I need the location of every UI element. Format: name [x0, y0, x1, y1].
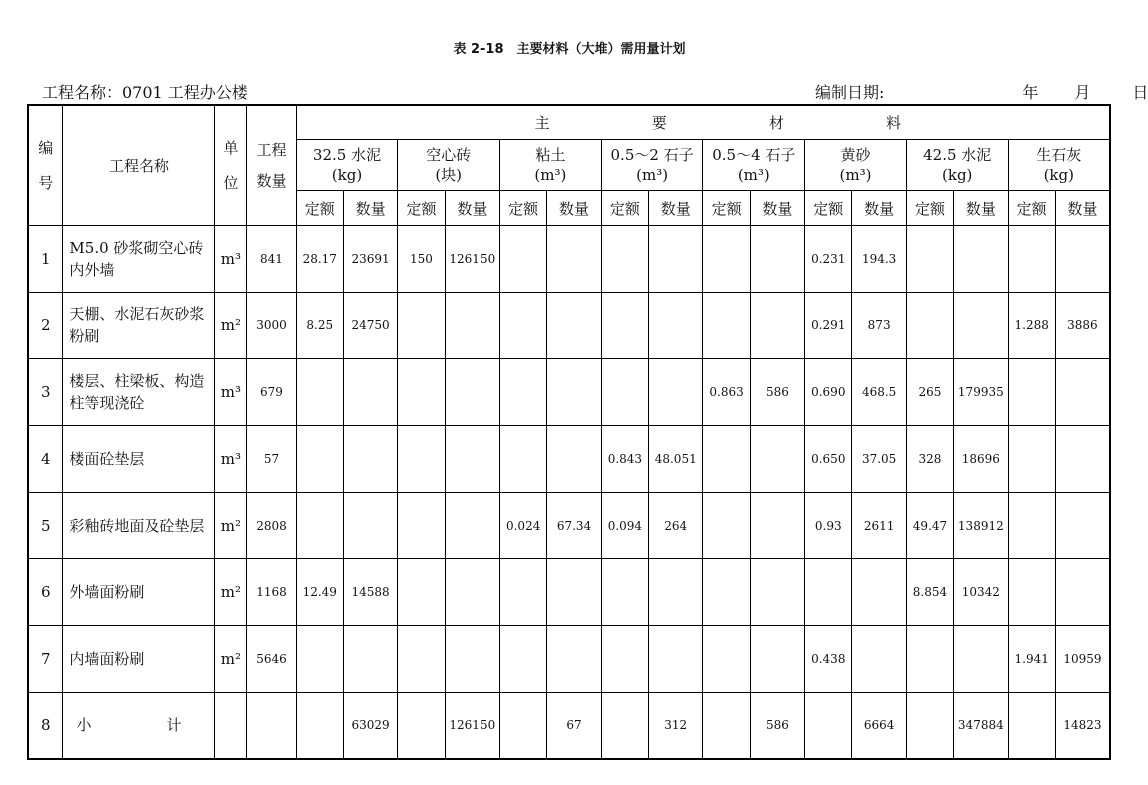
cell-amount [445, 359, 499, 426]
cell-amount: 37.05 [852, 425, 906, 492]
cell-amount [750, 425, 804, 492]
cell-amount [649, 292, 703, 359]
cell-quota [500, 292, 547, 359]
material-name: 0.5～4 石子 [712, 146, 796, 165]
material-name: 生石灰 [1036, 146, 1082, 165]
cell-amount: 138912 [954, 492, 1008, 559]
cell-amount: 586 [750, 692, 804, 759]
cell-amount [445, 626, 499, 693]
cell-quota [703, 626, 750, 693]
row-number: 4 [28, 425, 63, 492]
cell-amount: 14588 [343, 559, 397, 626]
material-header [805, 140, 907, 191]
table-title: 表 2-18 主要材料（大堆）需用量计划 [453, 42, 686, 57]
cell-quota [906, 692, 953, 759]
row-project-name: 楼层、柱梁板、构造柱等现浇砼 [63, 359, 215, 426]
cell-quota [703, 225, 750, 292]
material-header [296, 140, 398, 191]
cell-amount [343, 626, 397, 693]
row-number: 6 [28, 559, 63, 626]
cell-amount [852, 559, 906, 626]
material-unit: (块) [435, 166, 463, 185]
table-row [28, 692, 1110, 759]
cell-quota [296, 425, 343, 492]
cell-quota [1008, 359, 1055, 426]
cell-quota [703, 425, 750, 492]
row-unit: m³ [215, 225, 247, 292]
table-row [28, 492, 1110, 559]
cell-amount [445, 292, 499, 359]
cell-quota [398, 292, 445, 359]
row-project-name: 小 计 [63, 692, 215, 759]
cell-quota [1008, 225, 1055, 292]
header-qty [247, 105, 296, 225]
material-name: 空心砖 [426, 146, 472, 165]
cell-quota: 328 [906, 425, 953, 492]
cell-amount [547, 626, 601, 693]
cell-amount [649, 626, 703, 693]
row-number: 1 [28, 225, 63, 292]
material-name: 42.5 水泥 [923, 146, 992, 165]
cell-quota: 0.843 [601, 425, 648, 492]
cell-amount: 67.34 [547, 492, 601, 559]
cell-quota [703, 692, 750, 759]
cell-amount [852, 626, 906, 693]
cell-quota: 0.094 [601, 492, 648, 559]
cell-amount: 468.5 [852, 359, 906, 426]
cell-quota: 49.47 [906, 492, 953, 559]
cell-quota [296, 359, 343, 426]
cell-quota [398, 492, 445, 559]
cell-quota: 12.49 [296, 559, 343, 626]
material-header [500, 140, 602, 191]
table-row [28, 292, 1110, 359]
row-quantity: 1168 [247, 559, 296, 626]
cell-amount [445, 559, 499, 626]
cell-quota [1008, 692, 1055, 759]
amount-header: 数量 [750, 191, 804, 225]
row-project-name: 外墙面粉刷 [63, 559, 215, 626]
quota-header: 定额 [601, 191, 648, 225]
cell-amount [1055, 359, 1110, 426]
row-number: 7 [28, 626, 63, 693]
cell-amount: 67 [547, 692, 601, 759]
quota-header: 定额 [805, 191, 852, 225]
cell-quota [906, 292, 953, 359]
cell-quota: 8.854 [906, 559, 953, 626]
date-label: 编制日期: [815, 83, 885, 102]
cell-quota [703, 292, 750, 359]
cell-quota [601, 225, 648, 292]
table-row [28, 359, 1110, 426]
cell-quota [601, 292, 648, 359]
material-name: 0.5～2 石子 [610, 146, 694, 165]
cell-quota [601, 559, 648, 626]
cell-quota [296, 492, 343, 559]
quota-header: 定额 [906, 191, 953, 225]
cell-amount [750, 559, 804, 626]
header-no-top: 编 [38, 139, 54, 158]
cell-amount: 24750 [343, 292, 397, 359]
quota-header: 定额 [1008, 191, 1055, 225]
cell-amount [1055, 492, 1110, 559]
material-unit: (m³) [737, 166, 770, 185]
cell-quota [703, 559, 750, 626]
cell-quota: 0.690 [805, 359, 852, 426]
cell-amount [954, 626, 1008, 693]
material-name: 32.5 水泥 [312, 146, 382, 165]
quota-header: 定额 [296, 191, 343, 225]
cell-quota [398, 626, 445, 693]
cell-amount: 264 [649, 492, 703, 559]
row-project-name: M5.0 砂浆砌空心砖内外墙 [63, 225, 215, 292]
row-quantity: 3000 [247, 292, 296, 359]
project-name: 工程名称：0701 工程办公楼 [42, 83, 248, 102]
material-header [1008, 140, 1110, 191]
header-qty-top: 工程 [256, 141, 287, 160]
cell-quota: 1.941 [1008, 626, 1055, 693]
cell-amount [343, 492, 397, 559]
row-quantity: 679 [247, 359, 296, 426]
cell-amount [1055, 425, 1110, 492]
cell-quota: 0.438 [805, 626, 852, 693]
cell-quota [500, 559, 547, 626]
cell-amount [649, 559, 703, 626]
cell-quota: 1.288 [1008, 292, 1055, 359]
date-year: 年 [1022, 83, 1039, 102]
amount-header: 数量 [954, 191, 1008, 225]
cell-quota [500, 692, 547, 759]
row-number: 3 [28, 359, 63, 426]
material-name: 粘土 [535, 146, 566, 165]
cell-quota: 0.650 [805, 425, 852, 492]
row-project-name: 内墙面粉刷 [63, 626, 215, 693]
cell-quota [805, 692, 852, 759]
material-name: 黄砂 [840, 146, 871, 165]
cell-amount [445, 492, 499, 559]
main-char-4: 料 [885, 114, 901, 133]
material-header [703, 140, 805, 191]
row-unit [215, 692, 247, 759]
row-unit: m² [215, 492, 247, 559]
cell-amount [750, 626, 804, 693]
header-unit-top: 单 [223, 139, 239, 158]
header-unit [215, 105, 247, 225]
material-unit: (kg) [942, 166, 973, 185]
cell-amount [343, 425, 397, 492]
cell-quota [398, 359, 445, 426]
cell-quota [500, 225, 547, 292]
material-unit: (m³) [534, 166, 567, 185]
amount-header: 数量 [445, 191, 499, 225]
cell-amount: 312 [649, 692, 703, 759]
cell-quota [601, 626, 648, 693]
cell-amount [954, 225, 1008, 292]
cell-amount: 18696 [954, 425, 1008, 492]
row-quantity: 57 [247, 425, 296, 492]
amount-header: 数量 [343, 191, 397, 225]
table-row [28, 626, 1110, 693]
row-number: 2 [28, 292, 63, 359]
row-quantity: 2808 [247, 492, 296, 559]
cell-amount [547, 559, 601, 626]
cell-quota [1008, 492, 1055, 559]
row-quantity: 841 [247, 225, 296, 292]
cell-amount: 3886 [1055, 292, 1110, 359]
amount-header: 数量 [1055, 191, 1110, 225]
table-row [28, 225, 1110, 292]
cell-amount [547, 359, 601, 426]
materials-table [27, 104, 1111, 760]
cell-amount: 14823 [1055, 692, 1110, 759]
cell-amount [750, 492, 804, 559]
cell-amount [445, 425, 499, 492]
cell-quota: 150 [398, 225, 445, 292]
date-day: 日 [1132, 83, 1148, 102]
cell-quota [1008, 559, 1055, 626]
amount-header: 数量 [547, 191, 601, 225]
main-char-3: 材 [768, 114, 784, 133]
cell-quota [500, 359, 547, 426]
cell-quota [703, 492, 750, 559]
cell-amount [954, 292, 1008, 359]
cell-amount [649, 359, 703, 426]
material-unit: (kg) [1043, 166, 1074, 185]
cell-amount: 126150 [445, 225, 499, 292]
cell-amount: 63029 [343, 692, 397, 759]
date-month: 月 [1074, 83, 1091, 102]
cell-quota [500, 626, 547, 693]
cell-amount: 126150 [445, 692, 499, 759]
material-header [906, 140, 1008, 191]
cell-amount [1055, 559, 1110, 626]
row-quantity [247, 692, 296, 759]
cell-quota [500, 425, 547, 492]
cell-quota [601, 359, 648, 426]
cell-quota: 265 [906, 359, 953, 426]
quota-header: 定额 [500, 191, 547, 225]
row-number: 8 [28, 692, 63, 759]
cell-amount: 873 [852, 292, 906, 359]
cell-quota: 0.863 [703, 359, 750, 426]
main-char-2: 要 [651, 114, 667, 133]
material-header [398, 140, 500, 191]
quota-header: 定额 [703, 191, 750, 225]
material-unit: (m³) [636, 166, 669, 185]
cell-amount: 2611 [852, 492, 906, 559]
row-unit: m³ [215, 359, 247, 426]
cell-quota [296, 692, 343, 759]
quota-header: 定额 [398, 191, 445, 225]
cell-quota: 0.93 [805, 492, 852, 559]
cell-amount [750, 292, 804, 359]
cell-amount [649, 225, 703, 292]
cell-amount: 23691 [343, 225, 397, 292]
table-row [28, 425, 1110, 492]
cell-quota: 28.17 [296, 225, 343, 292]
header-qty-bottom: 数量 [256, 172, 287, 191]
amount-header: 数量 [852, 191, 906, 225]
cell-amount [1055, 225, 1110, 292]
table-row [28, 559, 1110, 626]
cell-amount: 10959 [1055, 626, 1110, 693]
cell-quota [906, 626, 953, 693]
cell-quota [601, 692, 648, 759]
cell-quota: 0.291 [805, 292, 852, 359]
row-unit: m² [215, 626, 247, 693]
cell-quota [1008, 425, 1055, 492]
cell-quota [805, 559, 852, 626]
amount-header: 数量 [649, 191, 703, 225]
cell-amount: 194.3 [852, 225, 906, 292]
cell-amount [547, 292, 601, 359]
row-unit: m² [215, 559, 247, 626]
header-main-materials [296, 105, 1110, 140]
row-project-name: 天棚、水泥石灰砂浆粉刷 [63, 292, 215, 359]
cell-quota: 8.25 [296, 292, 343, 359]
cell-amount [547, 225, 601, 292]
main-char-1: 主 [534, 114, 550, 133]
header-unit-bottom: 位 [223, 174, 239, 193]
row-project-name: 彩釉砖地面及砼垫层 [63, 492, 215, 559]
cell-quota [398, 692, 445, 759]
cell-amount: 10342 [954, 559, 1008, 626]
material-unit: (kg) [331, 166, 363, 185]
compile-date [815, 80, 1148, 103]
row-unit: m³ [215, 425, 247, 492]
header-no-bottom: 号 [38, 174, 54, 193]
cell-quota [296, 626, 343, 693]
row-unit: m² [215, 292, 247, 359]
cell-amount: 48.051 [649, 425, 703, 492]
row-number: 5 [28, 492, 63, 559]
material-header [601, 140, 703, 191]
cell-quota: 0.024 [500, 492, 547, 559]
row-quantity: 5646 [247, 626, 296, 693]
cell-amount: 586 [750, 359, 804, 426]
cell-amount: 179935 [954, 359, 1008, 426]
cell-amount [343, 359, 397, 426]
cell-amount: 347884 [954, 692, 1008, 759]
cell-amount: 6664 [852, 692, 906, 759]
cell-amount [547, 425, 601, 492]
row-project-name: 楼面砼垫层 [63, 425, 215, 492]
header-name: 工程名称 [63, 105, 215, 225]
cell-quota [398, 425, 445, 492]
cell-quota [398, 559, 445, 626]
cell-amount [750, 225, 804, 292]
cell-quota: 0.231 [805, 225, 852, 292]
header-no [28, 105, 63, 225]
cell-quota [906, 225, 953, 292]
material-unit: (m³) [839, 166, 872, 185]
